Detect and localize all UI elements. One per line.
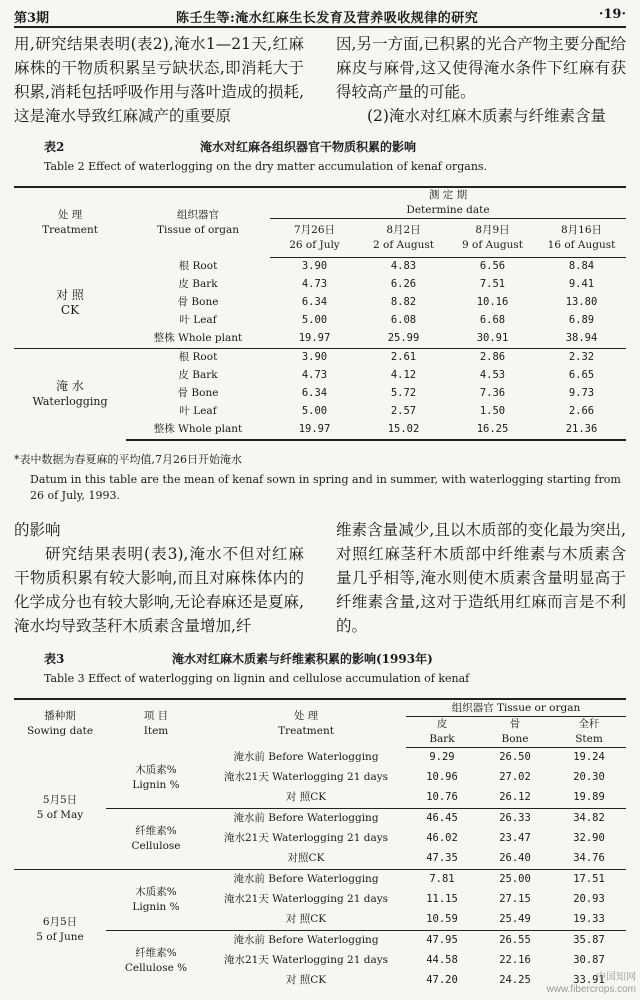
value-cell: 47.35 — [426, 852, 458, 864]
treatment-label: 淹水21天 Waterlogging 21 days — [223, 771, 389, 783]
tissue-col-bone: 骨 Bone — [478, 717, 552, 748]
value-cell: 19.97 — [298, 332, 331, 344]
value-cell: 16.25 — [448, 421, 537, 440]
treatment-label: 淹水前 Before Waterlogging — [206, 808, 406, 829]
item-cellulose: 纤维素% Cellulose % — [106, 930, 206, 991]
value-cell: 10.96 — [426, 771, 458, 783]
value-cell: 26.40 — [499, 852, 531, 864]
value-cell: 10.59 — [426, 913, 458, 925]
value-cell: 2.66 — [568, 405, 595, 417]
value-cell: 25.49 — [499, 913, 531, 925]
value-cell: 10.16 — [476, 296, 509, 308]
col-header-treatment: 处 理 Treatment — [206, 699, 406, 748]
value-cell: 3.90 — [270, 348, 359, 367]
value-cell: 19.89 — [573, 791, 605, 803]
organ-label: 叶 Leaf — [179, 314, 217, 326]
date-header: 7月26日 26 of July — [270, 219, 359, 258]
value-cell: 4.73 — [301, 278, 328, 290]
paragraph: 因,另一方面,已积累的光合产物主要分配给麻皮与麻骨,这又使得淹水条件下红麻有获得较高产量的可能。 — [336, 35, 626, 101]
value-cell: 19.33 — [573, 913, 605, 925]
organ-label: 根 Root — [126, 348, 270, 367]
treatment-label: 淹水21天 Waterlogging 21 days — [223, 893, 389, 905]
col-header-tissue: 组织器官 Tissue or organ — [406, 699, 626, 717]
value-cell: 6.08 — [390, 314, 417, 326]
value-cell: 44.58 — [426, 954, 458, 966]
table3-caption-cn: 淹水对红麻木质素与纤维素积累的影响(1993年) — [172, 652, 433, 666]
value-cell: 6.89 — [568, 314, 595, 326]
table3-caption-en: Table 3 Effect of waterlogging on lignin and cellulose accumulation of kenaf — [44, 672, 470, 685]
table2-caption-cn: 淹水对红麻各组织器官干物质积累的影响 — [200, 140, 417, 154]
value-cell: 7.36 — [479, 387, 506, 399]
treatment-label: 淹水前 Before Waterlogging — [233, 751, 379, 763]
running-header — [14, 4, 626, 28]
table2-note-en: Datum in this table are the mean of kenaf sown in spring and in summer, with waterlogging starting from 26 of July, 1993. — [30, 473, 621, 502]
table2-note-cn: *表中数据为春夏麻的平均值,7月26日开始淹水 — [14, 453, 242, 466]
treatment-label: 淹水21天 Waterlogging 21 days — [223, 832, 389, 844]
treatment-label: 对 照CK — [285, 974, 327, 986]
item-cellulose: 纤维素% Cellulose — [106, 808, 206, 869]
paragraph: 研究结果表明(表3),淹水不但对红麻干物质积累有较大影响,而且对麻株体内的化学成分也有较大影响,无论春麻还是夏麻,淹水均导致茎秆木质素含量增加,纤 — [14, 545, 304, 635]
value-cell: 5.72 — [390, 387, 417, 399]
table-row — [14, 348, 626, 367]
item-lignin: 木质素% Lignin % — [132, 763, 180, 791]
value-cell: 30.91 — [476, 332, 509, 344]
body-mid-left-column — [14, 518, 304, 638]
value-cell: 7.51 — [479, 278, 506, 290]
value-cell: 19.24 — [573, 751, 605, 764]
value-cell: 3.90 — [301, 260, 328, 273]
value-cell: 8.84 — [568, 260, 595, 273]
value-cell: 25.00 — [478, 869, 552, 890]
paragraph: 用,研究结果表明(表2),淹水1—21天,红麻麻株的干物质积累呈亏缺状态,即消耗大于积累,消耗包括呼吸作用与落叶造成的损耗,这是淹水导致红麻减产的重要原 — [14, 35, 304, 125]
value-cell: 23.47 — [499, 832, 531, 844]
value-cell: 6.68 — [479, 314, 506, 326]
value-cell: 21.36 — [537, 421, 626, 440]
value-cell: 24.25 — [499, 974, 531, 986]
value-cell: 2.61 — [359, 348, 448, 367]
value-cell: 26.12 — [499, 791, 531, 803]
date-header: 8月16日 16 of August — [537, 219, 626, 258]
value-cell: 4.12 — [390, 369, 417, 381]
value-cell: 33.91 — [573, 974, 605, 986]
organ-label: 整株 Whole plant — [153, 332, 243, 344]
col-header-item: 项 目 Item — [106, 699, 206, 748]
issue-number: 第3期 — [14, 11, 50, 26]
value-cell: 35.87 — [552, 930, 626, 951]
table3-caption-cn-label: 表3 — [44, 652, 65, 666]
value-cell: 19.97 — [270, 421, 359, 440]
organ-label: 整株 Whole plant — [126, 421, 270, 440]
value-cell: 6.56 — [479, 260, 506, 273]
table-row — [14, 930, 626, 951]
value-cell: 22.16 — [499, 954, 531, 966]
value-cell: 27.15 — [499, 893, 531, 905]
sowing-date-june: 6月5日 5 of June — [14, 869, 106, 991]
value-cell: 9.29 — [429, 751, 455, 764]
table-row — [14, 258, 626, 276]
value-cell: 11.15 — [426, 893, 458, 905]
sowing-date-may: 5月5日 5 of May — [36, 794, 84, 821]
organ-label: 皮 Bark — [178, 278, 218, 290]
value-cell: 9.41 — [568, 278, 595, 290]
tissue-col-bark: 皮 Bark — [406, 717, 478, 748]
value-cell: 34.76 — [573, 852, 605, 864]
group-label-waterlogging: 淹 水 Waterlogging — [14, 348, 126, 440]
group-label-ck: 对 照 CK — [56, 287, 84, 317]
table-row — [14, 808, 626, 829]
col-header-treatment: 处 理 Treatment — [14, 187, 126, 258]
page-number: ·19· — [598, 7, 626, 22]
value-cell: 47.95 — [406, 930, 478, 951]
value-cell: 6.34 — [301, 296, 328, 308]
body-top-right-column — [336, 32, 626, 128]
paragraph: 维素含量减少,且以木质部的变化最为突出,对照红麻茎秆木质部中纤维素与木质素含量几乎相等,淹水则使木质素含量明显高于纤维素含量,这对于造纸用红麻而言是不利的。 — [336, 521, 626, 635]
col-header-sowing-date: 播种期 Sowing date — [14, 699, 106, 748]
value-cell: 6.26 — [390, 278, 417, 290]
value-cell: 6.34 — [301, 387, 328, 399]
value-cell: 26.50 — [499, 751, 531, 764]
value-cell: 15.02 — [359, 421, 448, 440]
table-row — [14, 748, 626, 768]
value-cell: 5.00 — [301, 405, 328, 417]
date-header: 8月2日 2 of August — [359, 219, 448, 258]
table3 — [14, 698, 626, 991]
treatment-label: 对 照CK — [285, 791, 327, 803]
table2-caption-cn-label: 表2 — [44, 140, 65, 154]
organ-label: 皮 Bark — [178, 369, 218, 381]
value-cell: 13.80 — [565, 296, 598, 308]
value-cell: 4.73 — [301, 369, 328, 381]
value-cell: 32.90 — [573, 832, 605, 844]
value-cell: 38.94 — [565, 332, 598, 344]
value-cell: 26.33 — [478, 808, 552, 829]
value-cell: 46.02 — [426, 832, 458, 844]
body-top-left-column — [14, 32, 304, 128]
tissue-col-stem: 全秆 Stem — [552, 717, 626, 748]
value-cell: 25.99 — [387, 332, 420, 344]
item-lignin: 木质素% Lignin % — [106, 869, 206, 930]
value-cell: 2.86 — [448, 348, 537, 367]
value-cell: 47.20 — [426, 974, 458, 986]
value-cell: 4.83 — [390, 260, 417, 273]
value-cell: 7.81 — [406, 869, 478, 890]
value-cell: 26.55 — [478, 930, 552, 951]
value-cell: 2.57 — [390, 405, 417, 417]
organ-label: 骨 Bone — [177, 296, 219, 308]
value-cell: 27.02 — [499, 771, 531, 783]
section-heading: (2)淹水对红麻木质素与纤维素含量 — [367, 107, 606, 125]
col-header-tissue: 组织器官 Tissue of organ — [126, 187, 270, 258]
site-watermark: 中国知网 www.fibercrops.com — [546, 972, 636, 995]
treatment-label: 淹水21天 Waterlogging 21 days — [223, 954, 389, 966]
value-cell: 4.53 — [479, 369, 506, 381]
value-cell: 9.73 — [568, 387, 595, 399]
value-cell: 5.00 — [301, 314, 328, 326]
table2 — [14, 186, 626, 441]
value-cell: 30.87 — [573, 954, 605, 966]
value-cell: 17.51 — [552, 869, 626, 890]
organ-label: 叶 Leaf — [179, 405, 217, 417]
value-cell: 8.82 — [390, 296, 417, 308]
value-cell: 20.30 — [573, 771, 605, 783]
date-header: 8月9日 9 of August — [448, 219, 537, 258]
organ-label: 骨 Bone — [177, 387, 219, 399]
treatment-label: 对 照CK — [285, 913, 327, 925]
treatment-label: 淹水前 Before Waterlogging — [206, 930, 406, 951]
paragraph: 的影响 — [14, 521, 61, 539]
running-title: 陈壬生等:淹水红麻生长发育及营养吸收规律的研究 — [176, 11, 479, 26]
value-cell: 1.50 — [479, 405, 506, 417]
table-row — [14, 869, 626, 890]
value-cell: 34.82 — [552, 808, 626, 829]
col-header-date: 测 定 期 Determine date — [270, 187, 626, 219]
body-mid-right-column — [336, 518, 626, 638]
organ-label: 根 Root — [178, 260, 218, 272]
value-cell: 10.76 — [426, 791, 458, 803]
treatment-label: 淹水前 Before Waterlogging — [206, 869, 406, 890]
table2-caption-en: Table 2 Effect of waterlogging on the dry matter accumulation of kenaf organs. — [44, 160, 488, 173]
value-cell: 46.45 — [406, 808, 478, 829]
value-cell: 2.32 — [537, 348, 626, 367]
value-cell: 20.93 — [573, 893, 605, 905]
treatment-label: 对照CK — [287, 852, 325, 864]
value-cell: 6.65 — [568, 369, 595, 381]
